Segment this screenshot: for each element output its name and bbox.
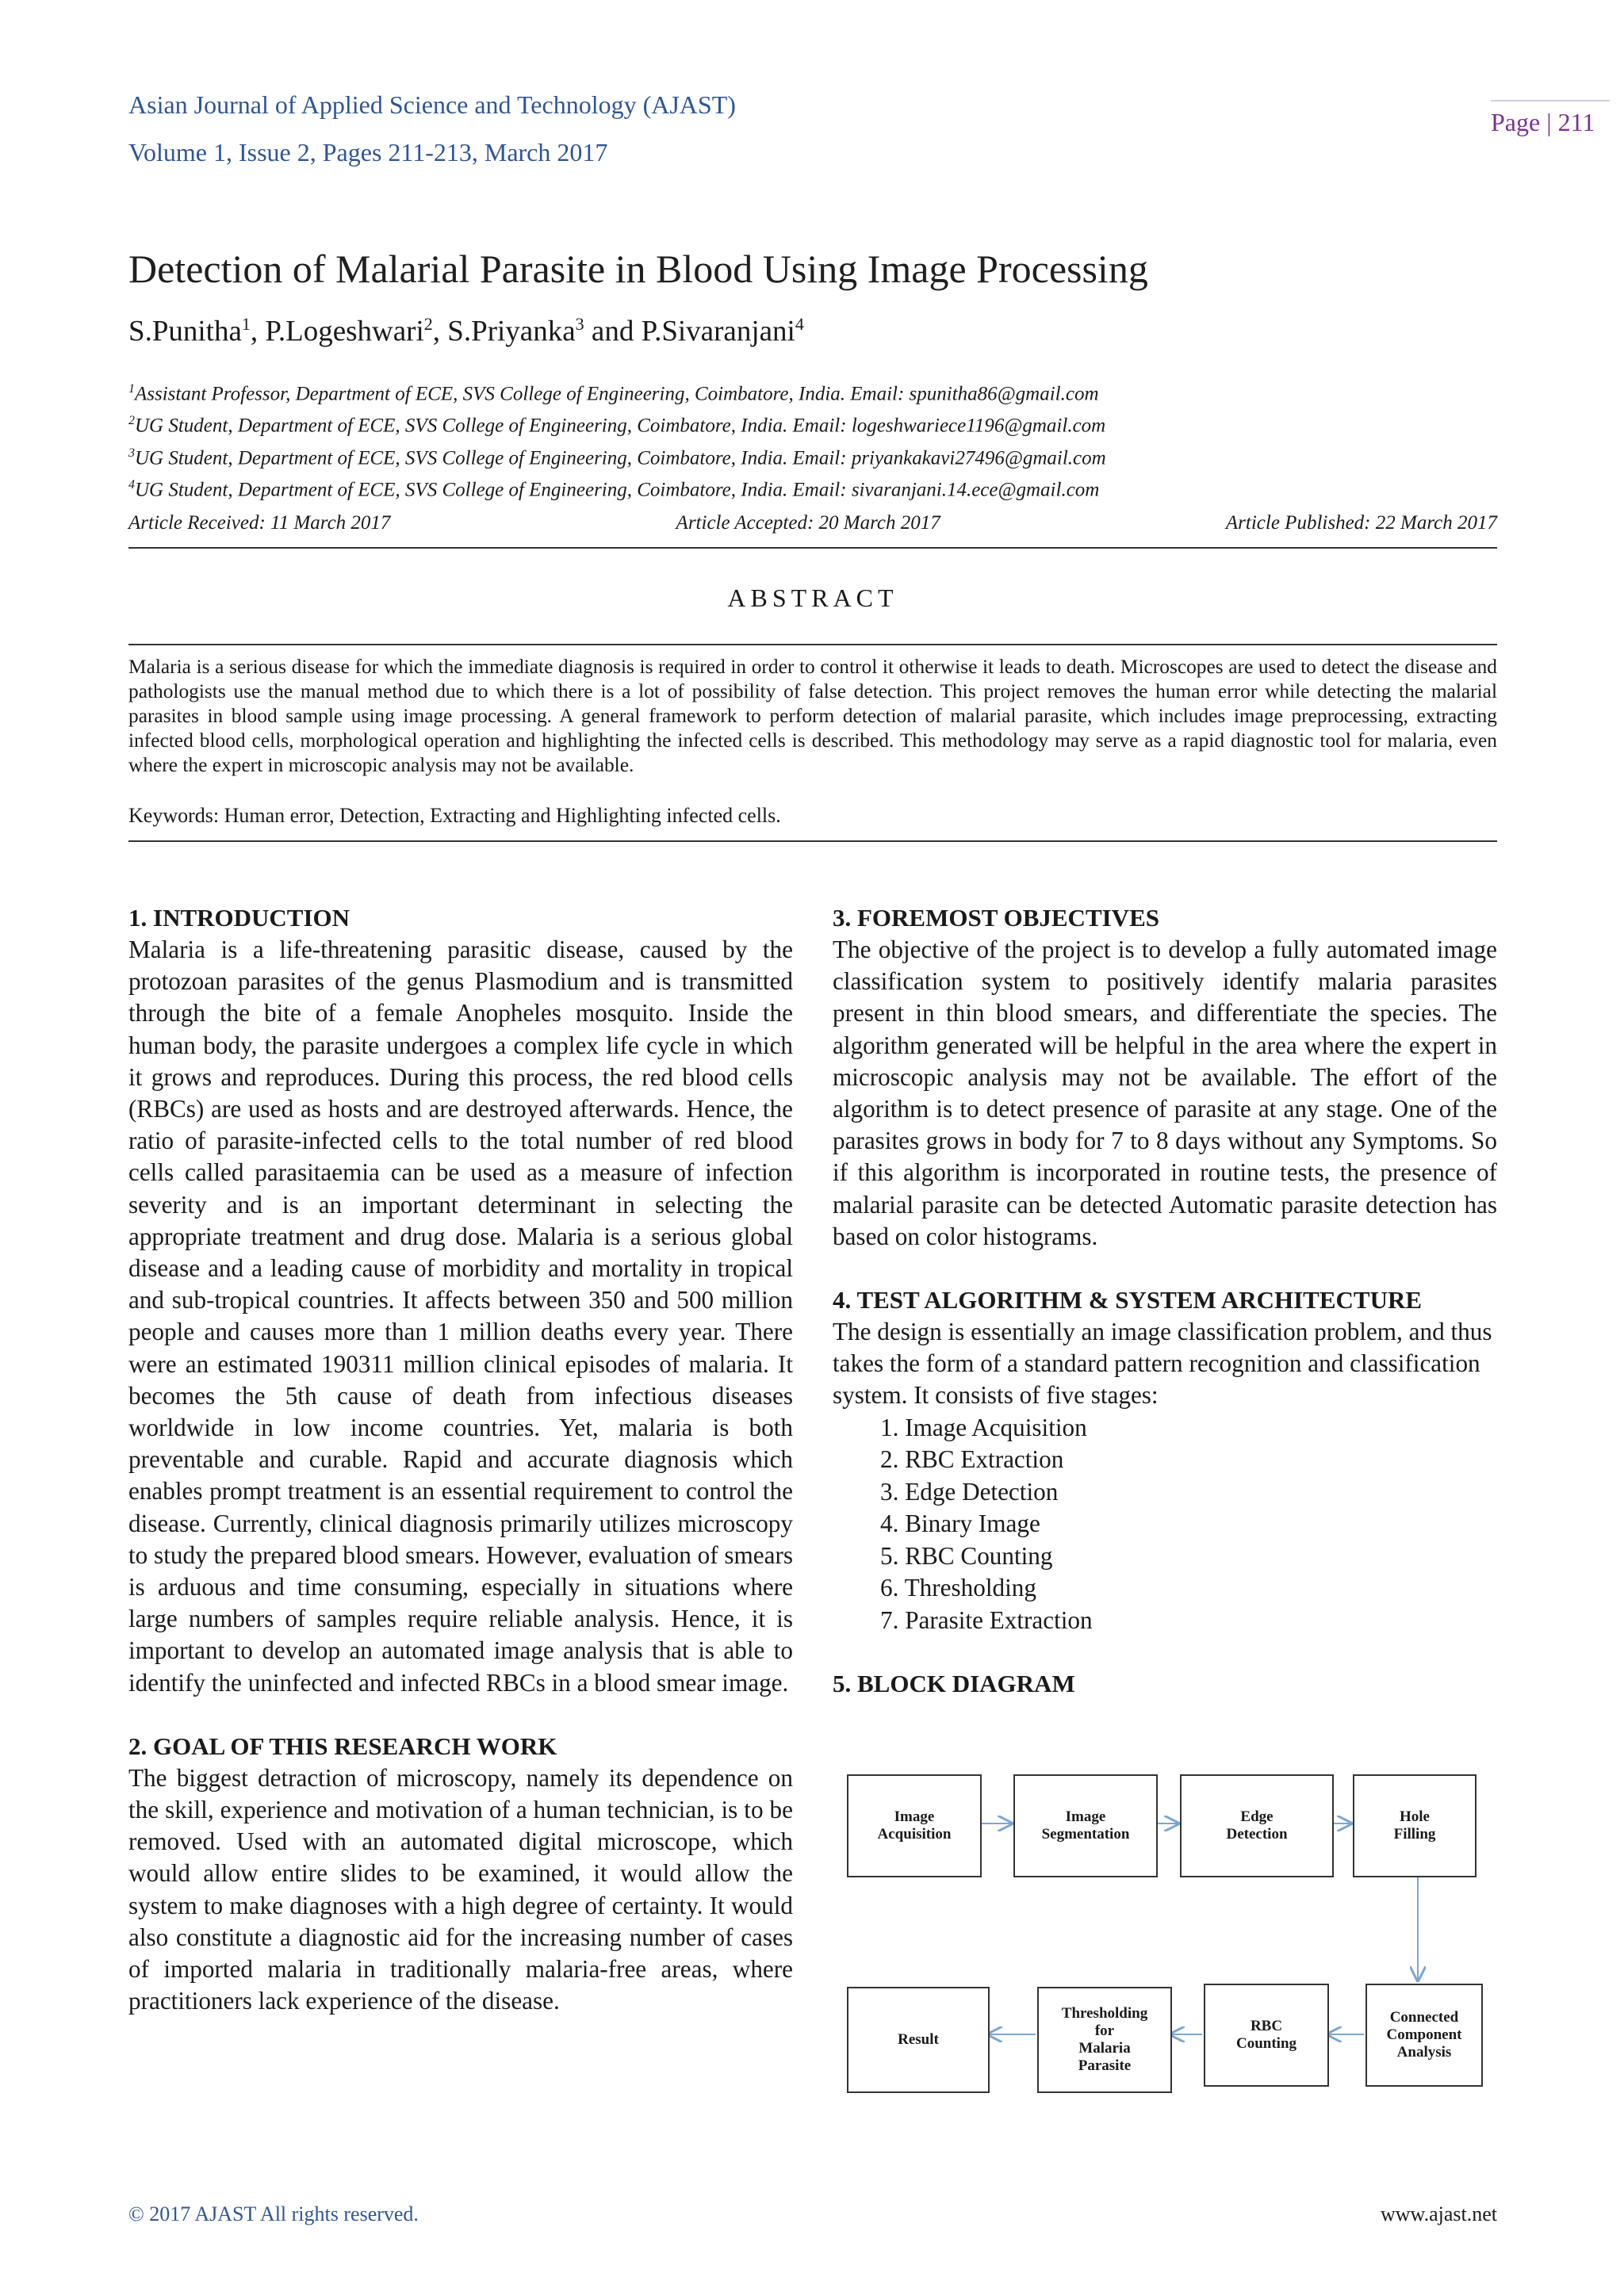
- block-hole-filling: Hole Filling: [1353, 1774, 1477, 1877]
- author-name: S.Punitha: [128, 315, 242, 348]
- block-thresholding: Thresholding for Malaria Parasite: [1037, 1987, 1172, 2093]
- block-connected-component-analysis: Connected Component Analysis: [1365, 1984, 1483, 2087]
- affiliation-text: UG Student, Department of ECE, SVS College of Engineering, Coimbatore, India. Email: sivaranjani.14.ece@gmail.com: [135, 479, 1100, 501]
- author-sup: 3: [575, 314, 584, 334]
- block-result: Result: [847, 1987, 990, 2093]
- affiliation-sup: 4: [128, 477, 135, 492]
- list-item: 6. Thresholding: [880, 1574, 1036, 1602]
- copyright: © 2017 AJAST All rights reserved.: [128, 2202, 419, 2225]
- paper-title: Detection of Malarial Parasite in Blood Using Image Processing: [128, 247, 1148, 291]
- introduction-text: Malaria is a life-threatening parasitic disease, caused by the protozoan parasites of the genus Plasmodium and is transmitted through the bite of a female Anopheles mosquito. Inside the human body, the parasite undergoes a complex life cycle in which it grows and reproduces. During this process, the red blood cells (RBCs) are used as hosts and are destroyed afterwards. Hence, the ratio of parasite-infected cells to the total number of red blood cells called parasitaemia can be used as a measure of infection severity and is an important determinant in selecting the appropriate treatment and drug dose. Malaria is a serious global disease and a leading cause of morbidity and mortality in tropical and sub-tropical countries. It affects between 350 and 500 million people and causes more than 1 million deaths every year. There were an estimated 190311 million clinical episodes of malaria. It becomes the 5th cause of death from infectious diseases worldwide in low income countries. Yet, malaria is both preventable and curable. Rapid and accurate diagnosis which enables prompt treatment is an essential requirement to control the disease. Currently, clinical diagnosis primarily utilizes microscopy to study the prepared blood smears. However, evaluation of smears is arduous and time consuming, especially in situations where large numbers of samples require reliable analysis. Hence, it is important to develop an automated image analysis that is able to identify the uninfected and infected RBCs in a blood smear image.: [128, 936, 793, 1697]
- list-item: 5. RBC Counting: [880, 1541, 1053, 1570]
- affiliation-sup: 3: [128, 446, 135, 460]
- list-item: 7. Parasite Extraction: [880, 1605, 1093, 1634]
- author-sup: 2: [423, 314, 433, 334]
- abstract-heading: ABSTRACT: [727, 584, 898, 612]
- list-item: 4. Binary Image: [880, 1510, 1040, 1538]
- journal-volume: Volume 1, Issue 2, Pages 211-213, March 2017: [128, 138, 608, 166]
- author-name: P.Sivaranjani: [641, 315, 795, 348]
- affiliation-text: UG Student, Department of ECE, SVS College of Engineering, Coimbatore, India. Email: logeshwariece1196@gmail.com: [135, 415, 1106, 437]
- author-sep: and: [584, 315, 642, 348]
- algorithm-text: The design is essentially an image classification problem, and thus takes the form of a standard pattern recognition and classification system. It consists of five stages:: [833, 1318, 1492, 1410]
- section-heading-algorithm: 4. TEST ALGORITHM & SYSTEM ARCHITECTURE: [833, 1286, 1423, 1314]
- block-image-segmentation: Image Segmentation: [1013, 1774, 1158, 1877]
- date-received: Article Received: 11 March 2017: [128, 512, 391, 534]
- affiliation-sup: 2: [128, 414, 135, 428]
- date-published: Article Published: 22 March 2017: [1225, 512, 1497, 534]
- goal-text: The biggest detraction of microscopy, namely its dependence on the skill, experience and motivation of a human technician, is to be removed. Used with an automated digital microscope, which would allow entire slides to be examined, it would allow the system to make diagnoses with a high degree of certainty. It would also constitute a diagnostic aid for the increasing number of cases of imported malaria in traditionally malaria-free areas, where practitioners lack experience of the disease.: [128, 1763, 793, 2015]
- affiliation-sup: 1: [128, 382, 135, 396]
- author-name: P.Logeshwari: [265, 315, 424, 348]
- objectives-text: The objective of the project is to develop a fully automated image classification system to positively identify malaria parasites present in thin blood smears, and differentiate the species. The algorithm generated will be helpful in the area where the expert in microscopic analysis may not be available. The effort of the algorithm is to detect presence of parasite at any stage. One of the parasites grows in body for 7 to 8 days without any Symptoms. So if this algorithm is incorporated in routine tests, the presence of malarial parasite can be detected Automatic parasite detection has based on color histograms.: [833, 936, 1497, 1250]
- affiliation-text: UG Student, Department of ECE, SVS College of Engineering, Coimbatore, India. Email: priyankakavi27496@gmail.com: [135, 446, 1106, 469]
- author-name: S.Priyanka: [447, 315, 576, 348]
- list-item: 1. Image Acquisition: [880, 1413, 1087, 1441]
- keywords: Keywords: Human error, Detection, Extracting and Highlighting infected cells.: [128, 804, 781, 827]
- abstract-text: Malaria is a serious disease for which the immediate diagnosis is required in order to control it otherwise it leads to death. Microscopes are used to detect the disease and pathologists use the manual method due to which there is a lot of possibility of false detection. This project removes the human error while detecting the malarial parasites in blood sample using image processing. A general framework to perform detection of malarial parasite, which includes image preprocessing, extracting infected blood cells, morphological operation and highlighting the infected cells is described. This methodology may serve as a rapid diagnostic tool for malaria, even where the expert in microscopic analysis may not be available.: [128, 656, 1497, 776]
- list-item: 2. RBC Extraction: [880, 1445, 1064, 1474]
- block-image-acquisition: Image Acquisition: [847, 1774, 982, 1877]
- author-sep: ,: [250, 315, 266, 348]
- block-edge-detection: Edge Detection: [1180, 1774, 1334, 1877]
- list-item: 3. Edge Detection: [880, 1477, 1059, 1506]
- author-sup: 1: [241, 314, 251, 334]
- section-heading-objectives: 3. FOREMOST OBJECTIVES: [833, 904, 1159, 932]
- website-link[interactable]: www.ajast.net: [1380, 2202, 1497, 2225]
- section-number: 1. I: [128, 904, 163, 932]
- author-sep: ,: [432, 315, 448, 348]
- block-rbc-counting: RBC Counting: [1204, 1984, 1329, 2087]
- page-number: Page | 211: [1491, 100, 1610, 137]
- author-sup: 4: [795, 314, 804, 334]
- date-accepted: Article Accepted: 20 March 2017: [676, 512, 940, 534]
- section-heading-goal: 2. GOAL OF THIS RESEARCH WORK: [128, 1732, 557, 1760]
- section-title: NTRODUCTION: [163, 904, 350, 932]
- section-heading-block-diagram: 5. BLOCK DIAGRAM: [833, 1670, 1075, 1698]
- affiliation-text: Assistant Professor, Department of ECE, SVS College of Engineering, Coimbatore, India. Email: spunitha86@gmail.com: [135, 383, 1099, 405]
- journal-name: Asian Journal of Applied Science and Technology (AJAST): [128, 90, 736, 119]
